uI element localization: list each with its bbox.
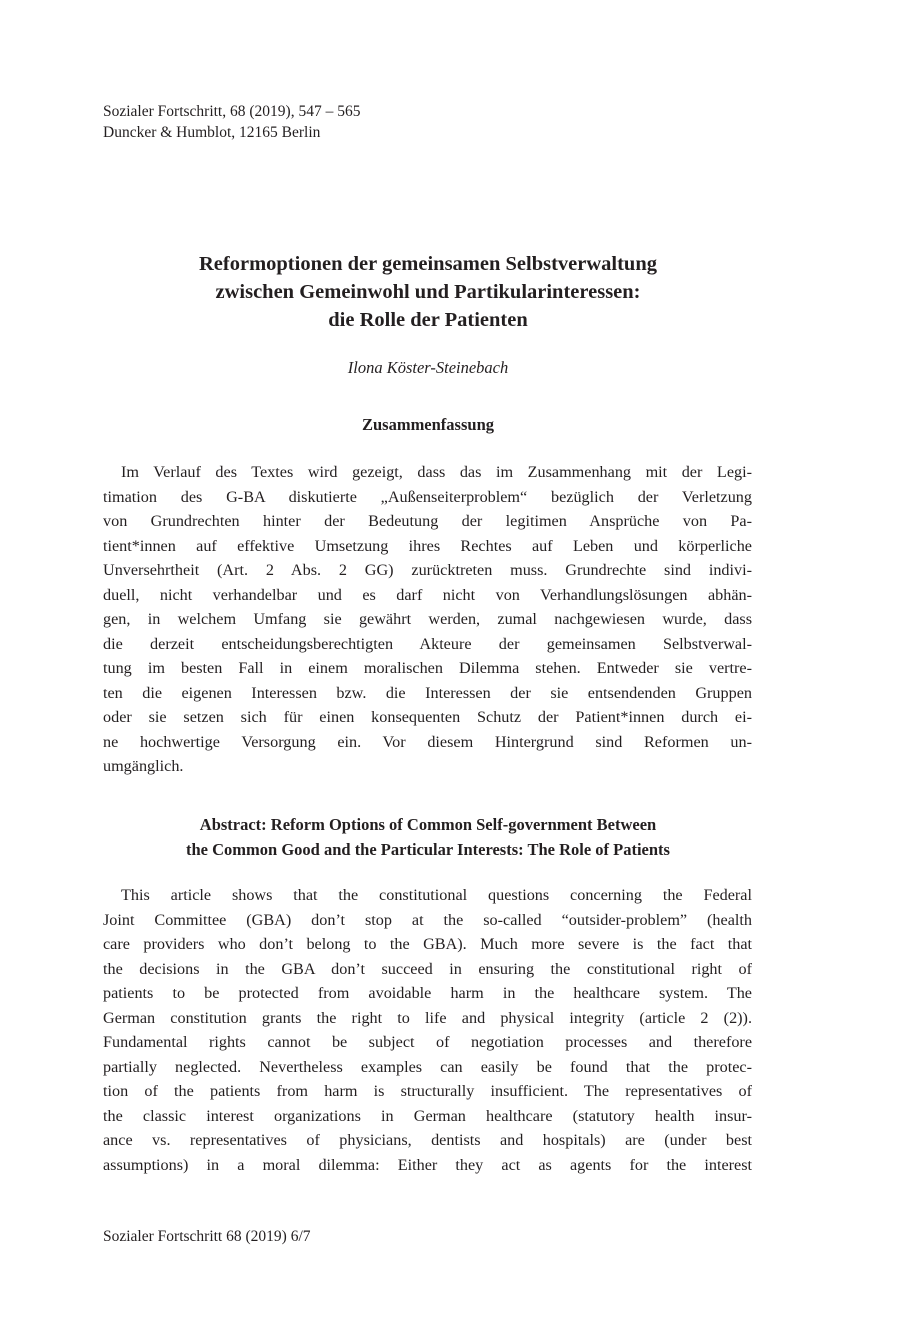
abstract-heading bbox=[100, 813, 756, 862]
text-line: timation des G-BA diskutierte „Außenseiterproblem“ bezüglich der Verletzung bbox=[103, 487, 752, 506]
journal-header bbox=[103, 101, 360, 143]
heading-line: Abstract: Reform Options of Common Self-government Between bbox=[199, 815, 657, 834]
text-line: ance vs. representatives of physicians, dentists and hospitals) are (under best bbox=[103, 1131, 752, 1149]
publisher-line: Duncker & Humblot, 12165 Berlin bbox=[103, 124, 321, 141]
text-line: Unversehrtheit (Art. 2 Abs. 2 GG) zurücktreten muss. Grundrechte sind indivi- bbox=[103, 561, 752, 579]
text-line: duell, nicht verhandelbar und es darf nicht von Verhandlungslösungen abhän- bbox=[103, 585, 752, 604]
text-line: die derzeit entscheidungsberechtigten Akteure der gemeinsamen Selbstverwal- bbox=[103, 634, 752, 653]
text-line: the decisions in the GBA don’t succeed in ensuring the constitutional right of bbox=[103, 959, 752, 978]
text-line: assumptions) in a moral dilemma: Either they act as agents for the interest bbox=[103, 1155, 752, 1174]
abstract-paragraph bbox=[103, 883, 752, 1177]
title-line: Reformoptionen der gemeinsamen Selbstverwaltung bbox=[199, 253, 657, 275]
article-title bbox=[100, 250, 756, 334]
text-line: gen, in welchem Umfang sie gewährt werden, zumal nachgewiesen wurde, dass bbox=[103, 610, 752, 628]
page-footer: Sozialer Fortschritt 68 (2019) 6/7 bbox=[103, 1228, 311, 1245]
heading-line: Zusammenfassung bbox=[361, 415, 495, 434]
title-line: die Rolle der Patienten bbox=[328, 309, 528, 331]
text-line: the classic interest organizations in German healthcare (statutory health insur- bbox=[103, 1106, 752, 1125]
title-line: zwischen Gemeinwohl und Partikularinteressen: bbox=[215, 281, 641, 303]
text-line: German constitution grants the right to life and physical integrity (article 2 (2)). bbox=[103, 1008, 752, 1027]
heading-line: the Common Good and the Particular Interests: The Role of Patients bbox=[186, 839, 670, 859]
text-line: partially neglected. Nevertheless examples can easily be found that the protec- bbox=[103, 1057, 752, 1076]
text-line: tion of the patients from harm is structurally insufficient. The representatives of bbox=[103, 1082, 752, 1100]
text-line: care providers who don’t belong to the GBA). Much more severe is the fact that bbox=[103, 935, 752, 953]
text-line: ten die eigenen Interessen bzw. die Interessen der sie entsendenden Gruppen bbox=[103, 683, 752, 702]
text-line: von Grundrechten hinter der Bedeutung der legitimen Ansprüche von Pa- bbox=[103, 512, 752, 530]
text-line: oder sie setzen sich für einen konsequenten Schutz der Patient*innen durch ei- bbox=[103, 708, 752, 726]
text-line: ne hochwertige Versorgung ein. Vor diesem Hintergrund sind Reformen un- bbox=[103, 732, 752, 751]
text-line: tung im besten Fall in einem moralischen Dilemma stehen. Entweder sie vertre- bbox=[103, 659, 752, 677]
text-line: Joint Committee (GBA) don’t stop at the so-called “outsider-problem” (health bbox=[103, 910, 752, 929]
author-name: Ilona Köster-Steinebach bbox=[347, 358, 509, 377]
zusammenfassung-paragraph bbox=[103, 460, 752, 779]
text-line: This article shows that the constitutional questions concerning the Federal bbox=[121, 886, 752, 904]
zusammenfassung-heading bbox=[100, 413, 756, 438]
text-line: Im Verlauf des Textes wird gezeigt, dass das im Zusammenhang mit der Legi- bbox=[121, 463, 752, 481]
text-line: patients to be protected from avoidable harm in the healthcare system. The bbox=[103, 984, 752, 1002]
journal-citation: Sozialer Fortschritt, 68 (2019), 547 – 565 bbox=[103, 103, 361, 120]
text-line: umgänglich. bbox=[103, 757, 184, 775]
text-line: tient*innen auf effektive Umsetzung ihres Rechtes auf Leben und körperliche bbox=[103, 536, 752, 555]
text-line: Fundamental rights cannot be subject of negotiation processes and therefore bbox=[103, 1033, 752, 1051]
